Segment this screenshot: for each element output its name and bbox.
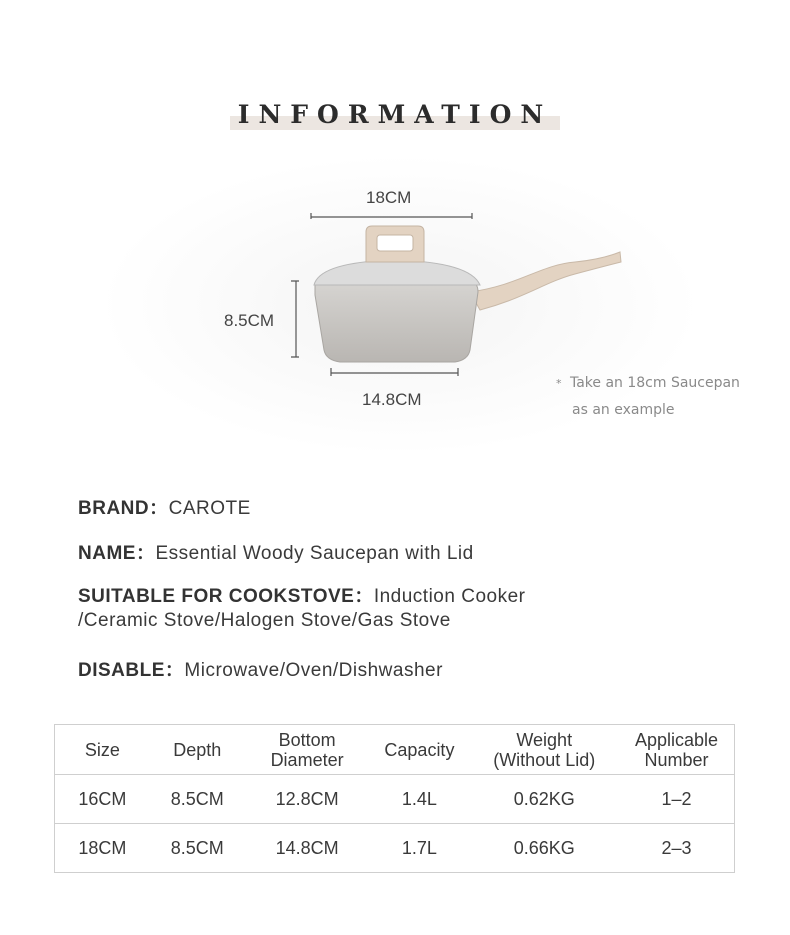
header-bottom-l1: Bottom	[278, 729, 336, 750]
cell-size: 16CM	[55, 775, 150, 824]
name-key: NAME：	[78, 543, 156, 564]
brand-value: CAROTE	[168, 498, 251, 519]
spec-table	[54, 724, 735, 873]
disable-key: DISABLE：	[78, 660, 185, 681]
header-applicable-l1: Applicable	[635, 729, 719, 750]
brand-row	[78, 493, 251, 520]
name-row	[78, 538, 474, 565]
bottom-width-label: 14.8CM	[362, 390, 422, 409]
note-star: *	[556, 377, 562, 390]
cookstove-value-1: Induction Cooker	[373, 586, 526, 607]
header-bottom-l2: Diameter	[270, 749, 344, 770]
cell-size: 18CM	[55, 824, 150, 873]
top-width-label: 18CM	[366, 188, 412, 207]
header-size-label: Size	[84, 739, 120, 760]
lid-knob-hole	[377, 235, 413, 251]
cell-depth: 8.5CM	[150, 775, 245, 824]
cookstove-value-2: /Ceramic Stove/Halogen Stove/Gas Stove	[78, 610, 451, 631]
cell-capacity: 1.4L	[369, 775, 469, 824]
header-depth	[150, 725, 245, 775]
cell-bottom-diameter: 14.8CM	[245, 824, 370, 873]
disable-row	[78, 655, 443, 682]
cell-depth: 8.5CM	[150, 824, 245, 873]
note-line-2: as an example	[572, 402, 675, 418]
name-value: Essential Woody Saucepan with Lid	[155, 543, 474, 564]
header-applicable-l2: Number	[644, 749, 709, 770]
table-row	[55, 775, 735, 824]
header-capacity-label: Capacity	[384, 739, 455, 760]
cell-applicable-number: 1–2	[619, 775, 734, 824]
header-size	[55, 725, 150, 775]
page-title: INFORMATION	[237, 100, 553, 129]
header-applicable-number	[619, 725, 734, 775]
header-weight-l2: (Without Lid)	[493, 749, 596, 770]
cell-weight: 0.62KG	[469, 775, 619, 824]
disable-value: Microwave/Oven/Dishwasher	[184, 660, 443, 681]
table-header-row	[55, 725, 735, 775]
note-line-1: Take an 18cm Saucepan	[569, 375, 740, 391]
header-capacity	[369, 725, 469, 775]
cookstove-key: SUITABLE FOR COOKSTOVE：	[78, 586, 374, 607]
header-weight	[469, 725, 619, 775]
table-row	[55, 824, 735, 873]
title-container	[0, 100, 790, 129]
depth-label: 8.5CM	[224, 311, 275, 330]
header-depth-label: Depth	[173, 739, 222, 760]
example-note	[556, 370, 740, 423]
pot-body	[315, 282, 478, 362]
brand-key: BRAND：	[78, 498, 169, 519]
cookstove-row	[78, 585, 525, 633]
cell-weight: 0.66KG	[469, 824, 619, 873]
cell-bottom-diameter: 12.8CM	[245, 775, 370, 824]
cell-capacity: 1.7L	[369, 824, 469, 873]
header-weight-l1: Weight	[516, 729, 573, 750]
header-bottom-diameter	[245, 725, 370, 775]
cell-applicable-number: 2–3	[619, 824, 734, 873]
